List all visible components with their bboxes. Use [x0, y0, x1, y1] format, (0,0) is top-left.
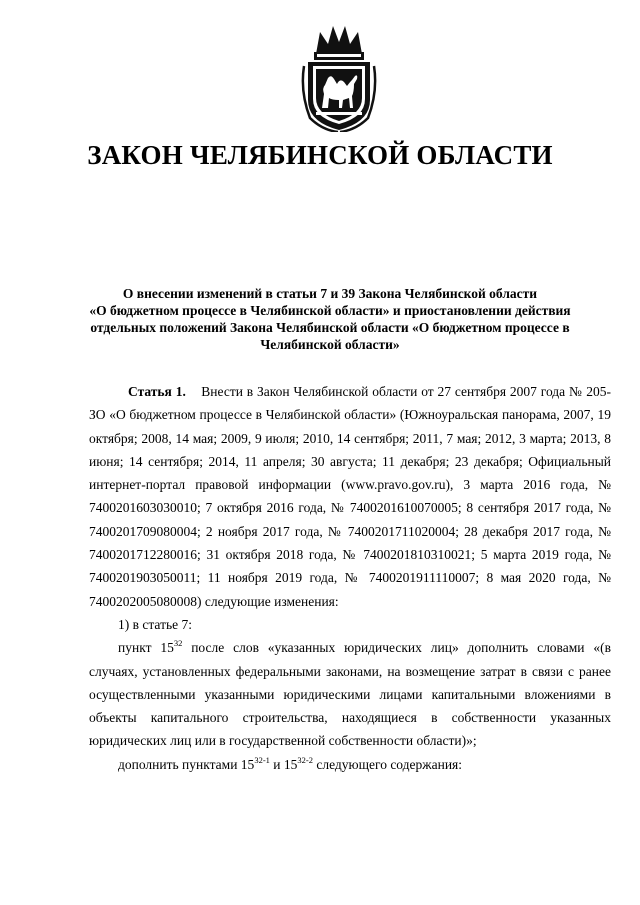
point-prefix: пункт 15	[118, 640, 174, 656]
subtitle-line: «О бюджетном процессе в Челябинской области» и приостановлении действия	[89, 303, 571, 318]
point-15-32-paragraph	[89, 636, 611, 752]
law-body	[89, 380, 611, 776]
addition-prefix: дополнить пунктами 15	[118, 756, 255, 772]
addition-mid: и 15	[269, 756, 298, 772]
addition-paragraph	[89, 753, 611, 776]
chelyabinsk-coat-of-arms-icon	[298, 22, 380, 132]
law-title: ЗАКОН ЧЕЛЯБИНСКОЙ ОБЛАСТИ	[87, 140, 553, 170]
subtitle-line: отдельных положений Закона Челябинской области «О бюджетном процессе в	[90, 320, 570, 335]
article-label: Статья 1.	[128, 384, 186, 399]
item-1: 1) в статье 7:	[118, 616, 192, 632]
addition-superscript-1: 32-1	[254, 754, 270, 765]
article-1-paragraph	[89, 380, 611, 613]
subtitle-line: Челябинской области»	[260, 337, 400, 352]
point-text: после слов «указанных юридических лиц» дополнить словами «(в случаях, установленных федеральными законами, на возмещение затрат в связи с ранее осуществленными указанными юридическими лицами капитальными вложениями в объекты капитального строительства, находящиеся в собственности указанных юридических лиц или в государственной собственности области)»;	[89, 640, 611, 749]
addition-suffix: следующего содержания:	[312, 756, 463, 772]
addition-superscript-2: 32-2	[297, 754, 313, 765]
point-superscript: 32	[173, 638, 183, 649]
law-subtitle	[60, 285, 600, 353]
subtitle-line: О внесении изменений в статьи 7 и 39 Закона Челябинской области	[122, 286, 538, 301]
article-text: Внести в Закон Челябинской области от 27 сентября 2007 года № 205-ЗО «О бюджетном процессе в Челябинской области» (Южноуральская панорама, 2007, 19 октября; 2008, 14 мая; 2009, 9 июля; 2010, 14 сентября; 2011, 7 мая; 2012, 3 марта; 2013, 8 июня; 14 сентября; 2014, 11 апреля; 30 августа; 11 декабря; 23 декабря; Официальный интернет-портал правовой информации (www.pravo.gov.ru), 3 марта 2016 года, № 7400201603030010; 7 октября 2016 года, № 7400201610070005; 8 сентября 2017 года, № 7400201709080004; 2 ноября 2017 года, № 7400201711020004; 28 декабря 2017 года, № 7400201712280016; 31 октября 2018 года, № 7400201810310021; 5 марта 2019 года, № 7400201903050011; 11 ноября 2019 года, № 7400201911110007; 8 мая 2020 года, № 7400202005080008) следующие изменения:	[89, 384, 611, 609]
